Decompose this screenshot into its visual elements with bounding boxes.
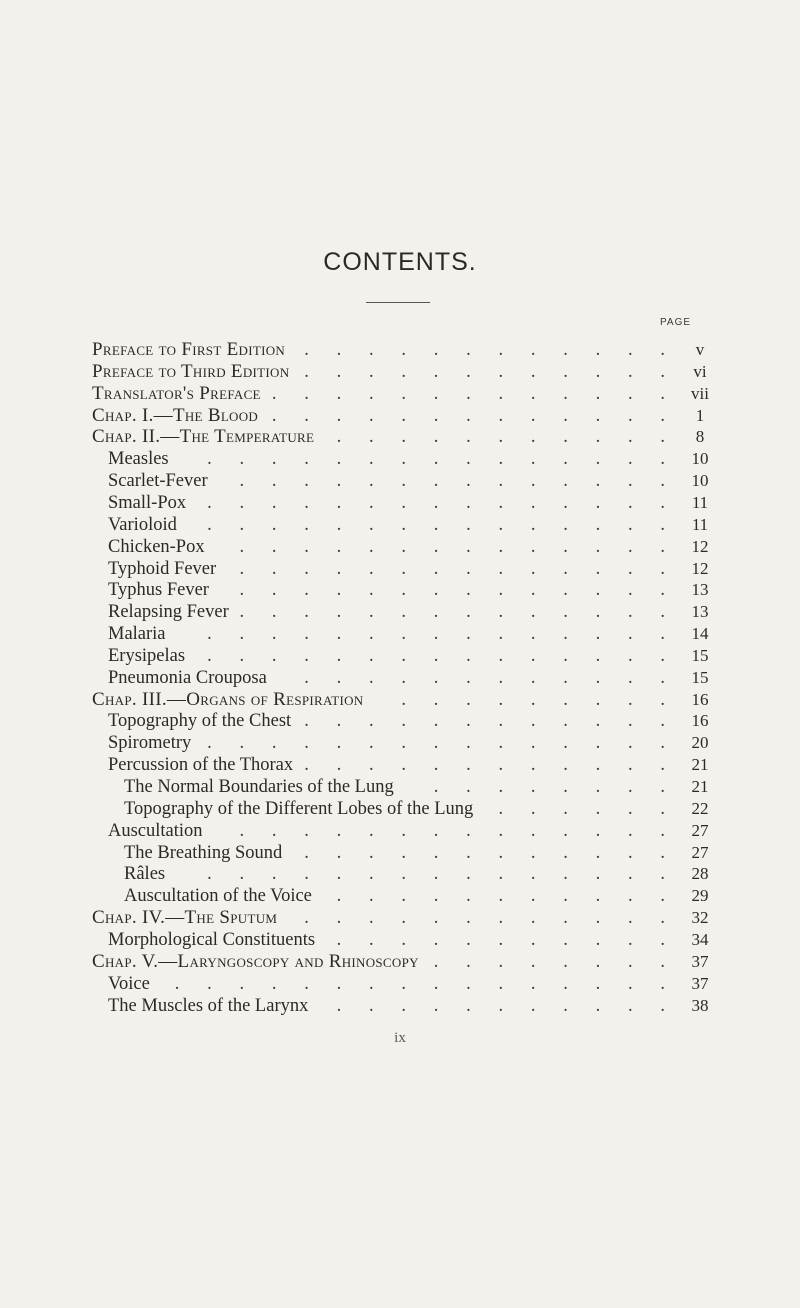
toc-entry-title: Measles — [108, 449, 169, 469]
toc-page-number: 27 — [691, 843, 709, 862]
toc-page-number: v — [695, 340, 705, 359]
dot-leader: . . . . . . . . . . . . . — [271, 406, 665, 426]
toc-page-number: vii — [691, 384, 709, 403]
page-title: CONTENTS. — [323, 248, 477, 276]
dot-leader: . . . . . . . . . . . — [336, 427, 665, 447]
dot-leader: . . . . . . . . . . . . — [304, 711, 665, 731]
dot-leader: . . . . . . . . . . . — [336, 996, 665, 1016]
dot-leader: . . . . . . . . . . . — [336, 930, 665, 950]
toc-page-number: 12 — [691, 559, 709, 578]
dot-leader: . . . . . . . . . . . . — [304, 362, 665, 382]
toc-page-number: 34 — [691, 930, 709, 949]
toc-entry-title: Voice — [108, 974, 150, 994]
toc-entry-title: Translator's Preface — [92, 383, 261, 404]
dot-leader: . . . . . . . . . . . . — [304, 843, 665, 863]
toc-page-number: 37 — [691, 974, 709, 993]
toc-page-number: 37 — [691, 952, 709, 971]
toc-entry-title: Chicken-Pox — [108, 537, 205, 557]
toc-entry-title: The Breathing Sound — [124, 843, 283, 863]
toc-entry-title: Râles — [124, 864, 166, 884]
toc-entry-title: Relapsing Fever — [108, 602, 229, 622]
toc-entry-title: Typhoid Fever — [108, 559, 217, 579]
page-number: ix — [394, 1030, 406, 1046]
dot-leader: . . . . . . . . . . . — [336, 886, 665, 906]
toc-entry-title: Topography of the Chest — [108, 711, 292, 731]
dot-leader: . . . . . . . . . . . . — [304, 340, 665, 360]
dot-leader: . . . . . . . . . . . . . — [271, 384, 665, 404]
toc-page-number: 21 — [691, 755, 709, 774]
dot-leader: . . . . . . . . . . . . . . — [239, 471, 665, 491]
toc-entry-title: Malaria — [108, 624, 166, 644]
toc-entry-title: Auscultation of the Voice — [124, 886, 312, 906]
toc-entry-title: The Muscles of the Larynx — [108, 996, 309, 1016]
toc-page-number: vi — [693, 362, 707, 381]
toc-entry-title: Topography of the Different Lobes of the Lung — [124, 799, 474, 819]
toc-page-number: 32 — [691, 908, 709, 927]
toc-entry-title: Auscultation — [108, 821, 203, 841]
toc-entry-title: Scarlet-Fever — [108, 471, 208, 491]
toc-page-number: 28 — [691, 864, 709, 883]
toc-entry-title: Percussion of the Thorax — [108, 755, 294, 775]
toc-entry-title: Chap. I.—The Blood — [92, 405, 259, 426]
toc-page-number: 38 — [691, 996, 709, 1015]
dot-leader: . . . . . . . . . . . . . . — [239, 821, 665, 841]
toc-page-number: 10 — [691, 449, 709, 468]
toc-entry-title: Preface to First Edition — [92, 339, 286, 360]
toc-entry-title: Erysipelas — [108, 646, 186, 666]
toc-page-number: 15 — [691, 646, 709, 665]
toc-page-number: 10 — [691, 471, 709, 490]
toc-entry-title: Chap. III.—Organs of Respiration — [92, 689, 364, 710]
toc-page-number: 22 — [691, 799, 709, 818]
toc-page-number: 29 — [691, 886, 709, 905]
toc-entry-title: Morphological Constituents — [108, 930, 316, 950]
toc-page-number: 8 — [695, 427, 705, 446]
toc-page-number: 1 — [695, 406, 705, 425]
toc-entry-title: Pneumonia Crouposa — [108, 668, 267, 688]
dot-leader: . . . . . . . . . . . . . . . — [207, 515, 665, 535]
dot-leader: . . . . . . . . — [433, 777, 665, 797]
page-column-header: PAGE — [660, 317, 692, 328]
toc-page-number: 16 — [691, 690, 709, 709]
dot-leader: . . . . . . . . . . . . — [304, 755, 665, 775]
dot-leader: . . . . . . . . . . . . . . . . — [174, 974, 665, 994]
dot-leader: . . . . . . . . . . . . . . — [239, 602, 665, 622]
dot-leader: . . . . . . . . . . . . — [304, 668, 665, 688]
toc-page-number: 20 — [691, 733, 709, 752]
dot-leader: . . . . . . . . . . . . . . . — [207, 624, 665, 644]
toc-entry-title: Small-Pox — [108, 493, 187, 513]
toc-page-number: 15 — [691, 668, 709, 687]
toc-entry-title: Varioloid — [108, 515, 177, 535]
dot-leader: . . . . . . . . . . . . . . . — [207, 733, 665, 753]
dot-leader: . . . . . . . . . . . . — [304, 908, 665, 928]
toc-page-number: 21 — [691, 777, 709, 796]
toc-page-number: 11 — [691, 515, 709, 534]
toc-entry-title: Chap. V.—Laryngoscopy and Rhinoscopy — [92, 951, 419, 972]
dot-leader: . . . . . . . . . . . . . . — [239, 559, 665, 579]
toc-page-number: 16 — [691, 711, 709, 730]
toc-entry-title: Chap. IV.—The Sputum — [92, 907, 278, 928]
dot-leader: . . . . . . . . . . . . . . . — [207, 493, 665, 513]
dot-leader: . . . . . . . . — [433, 952, 665, 972]
toc-entry-title: Spirometry — [108, 733, 192, 753]
toc-page-number: 12 — [691, 537, 709, 556]
dot-leader: . . . . . . . . . . . . . . . — [207, 646, 665, 666]
toc-entry-title: Typhus Fever — [108, 580, 209, 600]
dot-leader: . . . . . . . . . . . . . . . — [207, 864, 665, 884]
dot-leader: . . . . . . . . . . . . . . — [239, 537, 665, 557]
toc-entry-title: Chap. II.—The Temperature — [92, 426, 315, 447]
toc-entry-title: The Normal Boundaries of the Lung — [124, 777, 394, 797]
dot-leader: . . . . . . . . . — [401, 690, 665, 710]
toc-page-number: 11 — [691, 493, 709, 512]
dot-leader: . . . . . . — [498, 799, 665, 819]
toc-page-number: 13 — [691, 580, 709, 599]
toc-page-number: 13 — [691, 602, 709, 621]
toc-entry — [108, 993, 665, 1019]
dot-leader: . . . . . . . . . . . . . . . — [207, 449, 665, 469]
dot-leader: . . . . . . . . . . . . . . — [239, 580, 665, 600]
title-rule — [366, 302, 430, 303]
toc-page-number: 14 — [691, 624, 709, 643]
toc-entry-title: Preface to Third Edition — [92, 361, 290, 382]
toc-page-number: 27 — [691, 821, 709, 840]
